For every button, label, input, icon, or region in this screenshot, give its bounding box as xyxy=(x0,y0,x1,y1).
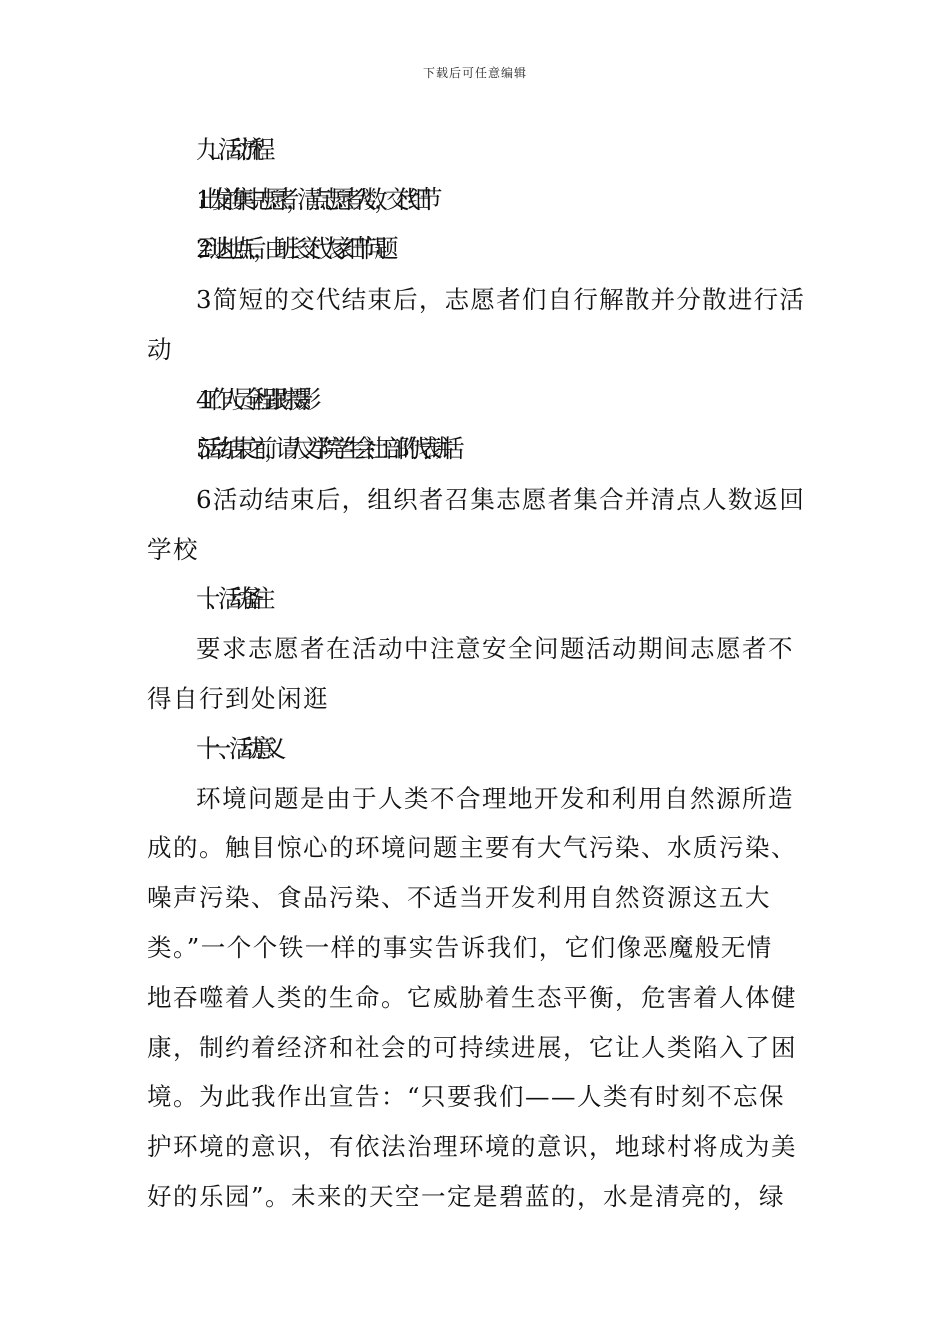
paragraph-line: 6活动结束后，组织者召集志愿者集合并清点人数返回 xyxy=(196,485,806,514)
paragraph-line: 护环境的意识，有依法治理环境的意识，地球村将成为美 xyxy=(147,1132,797,1161)
paragraph-line: 1出发前集中志愿者，清点志愿者人数，交代细节 xyxy=(196,185,430,214)
paragraph-line: 环境问题是由于人类不合理地开发和利用自然源所造 xyxy=(196,784,794,813)
paragraph-line: 学校 xyxy=(147,535,199,564)
paragraph-line: 4工作人员全程跟踪摄影 xyxy=(196,385,309,414)
paragraph-line: 成的。触目惊心的环境问题主要有大气污染、水质污染、 xyxy=(147,833,797,862)
paragraph-line: 动 xyxy=(147,335,173,364)
section-heading: 十一、活动意义 xyxy=(196,734,273,763)
paragraph-line: 地吞噬着人类的生命。它威胁着生态平衡，危害着人体健 xyxy=(147,983,797,1012)
paragraph-line: 噪声污染、食品污染、不适当开发利用自然资源这五大 xyxy=(147,883,771,912)
section-heading: 九、活动流程 xyxy=(196,135,262,164)
paragraph-line: 类。”一个个铁一样的事实告诉我们，它们像恶魔般无情 xyxy=(147,933,773,962)
page-header: 下载后可任意编辑 xyxy=(422,66,527,80)
paragraph-line: 5活动结束之前，请人文学院学生会社工部的代表讲话 xyxy=(196,434,452,463)
paragraph-line: 要求志愿者在活动中注意安全问题活动期间志愿者不 xyxy=(196,634,794,663)
paragraph-line: 2到达地点后，由班长交代大家细节问题 xyxy=(196,234,386,263)
paragraph-line: 康，制约着经济和社会的可持续进展，它让人类陷入了困 xyxy=(147,1033,797,1062)
paragraph-line: 3简短的交代结束后，志愿者们自行解散并分散进行活 xyxy=(196,285,806,314)
paragraph-line: 境。为此我作出宣告：“只要我们——人类有时刻不忘保 xyxy=(147,1082,786,1111)
paragraph-line: 得自行到处闲逛 xyxy=(147,684,329,713)
paragraph-line: 好的乐园”。未来的天空一定是碧蓝的，水是清亮的，绿 xyxy=(147,1182,786,1211)
section-heading: 十、活动备注 xyxy=(196,584,262,613)
